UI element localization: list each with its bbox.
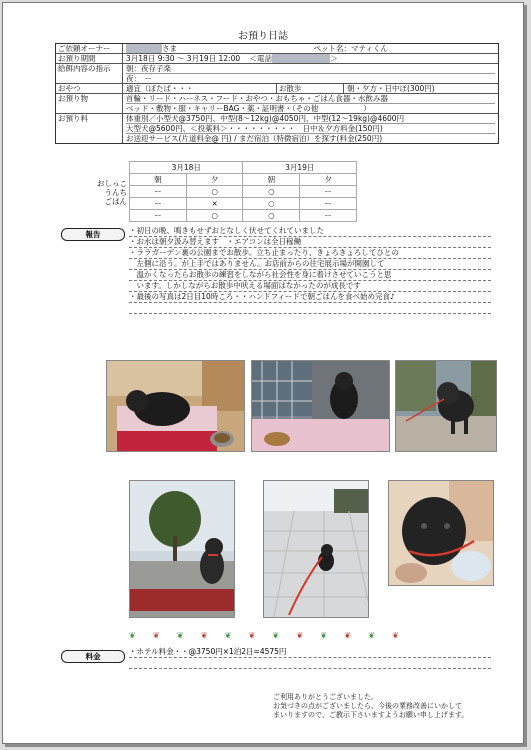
schedule-table xyxy=(129,161,357,222)
period-text: 3月18日 9:30 〜 3月19日 12:00 xyxy=(126,54,241,63)
period-label: お預り期間 xyxy=(56,54,123,63)
snack-value: 適宜（ぼたば・・・ xyxy=(123,84,277,93)
items-label: お預り物 xyxy=(56,94,123,113)
pet-cell xyxy=(311,44,499,53)
schedule-slot: 朝 xyxy=(130,174,187,186)
schedule-cell: ○ xyxy=(186,186,243,198)
feeding-value xyxy=(123,64,498,83)
feeding-line-1: 朝：夜存子楽 xyxy=(126,64,495,74)
fee-line-1: 体重別／小型犬@3750円、中型(8〜12kg)@4050円、中型(12〜19kg)@4600円 xyxy=(126,114,495,124)
dog-on-bench-photo xyxy=(129,480,235,618)
deco-leaf-icon: ❦ xyxy=(224,631,232,640)
deco-leaf-icon: ❦ xyxy=(344,631,351,640)
phone-redacted xyxy=(272,54,330,63)
schedule-day-2: 3月19日 xyxy=(243,162,357,174)
schedule-row-poop xyxy=(130,198,357,210)
snack-label: おやつ xyxy=(56,84,123,93)
deco-leaf-icon: ❦ xyxy=(296,631,304,640)
info-row-snack xyxy=(56,84,498,94)
fee-value xyxy=(123,114,498,143)
fee-line: ・ホテル料金・・@3750円×1泊2日=4575円 xyxy=(129,647,491,658)
schedule-row-meal xyxy=(130,210,357,222)
info-table xyxy=(55,43,499,144)
fee-section-label: 料金 xyxy=(61,650,125,663)
deco-leaf-icon: ❦ xyxy=(200,631,208,640)
items-value xyxy=(123,94,498,113)
owner-value xyxy=(123,44,311,53)
report-line: 温かくなったらお散歩の練習をしながら社会性を身に着けさせていこうと思 xyxy=(129,270,491,281)
schedule-row-labels xyxy=(89,179,127,206)
info-row-owner xyxy=(56,44,498,54)
pet-name: マティくん xyxy=(351,44,388,53)
report-line: います。しかしながらお散歩中吠える場面はなかったのが成長です xyxy=(129,281,491,292)
schedule-cell: ー xyxy=(300,186,357,198)
phone-label: ＜電話 xyxy=(249,54,273,63)
walk-cell xyxy=(344,84,498,93)
schedule-cell: ー xyxy=(300,210,357,222)
fee-line xyxy=(129,658,491,669)
feeding-line-2: 夜： ー xyxy=(126,74,153,83)
report-line: ・お水は朝夕汲み替えます ・エアコンは全日稼働 xyxy=(129,237,491,248)
dog-on-path-photo xyxy=(395,360,497,452)
report-label: 報告 xyxy=(61,228,125,241)
closing-line-3: まいりますので、ご教示下さいますようお願い申し上げます。 xyxy=(273,711,469,719)
row-label-pee: おしっこ xyxy=(97,179,127,188)
schedule-day-1: 3月18日 xyxy=(130,162,243,174)
schedule-cell: ○ xyxy=(243,198,300,210)
row-label-meal: ごはん xyxy=(104,197,127,206)
fee-line-2: 大型犬@5600円、＜投薬料＞・・・・・・・・・ 日中＆夕方料金(150円) xyxy=(126,124,495,134)
fee-notes xyxy=(129,647,491,669)
page-title: お預り日誌 xyxy=(238,31,288,42)
owner-name-redacted xyxy=(126,44,162,53)
schedule-slot-row xyxy=(130,174,357,186)
dog-in-kennel-photo xyxy=(251,360,390,452)
deco-leaf-icon: ❦ xyxy=(129,631,136,640)
report-line: ・ララガーデン裏の公園までお散歩。立ち止まったり、きょろきょろしてひとの xyxy=(129,248,491,259)
deco-leaf-icon: ❦ xyxy=(392,631,399,640)
deco-leaf-icon: ❦ xyxy=(248,631,256,640)
owner-suffix: さま xyxy=(162,44,178,53)
deco-leaf-icon: ❦ xyxy=(368,631,375,640)
report-notes xyxy=(129,226,491,314)
schedule-cell: ー xyxy=(300,198,357,210)
dog-on-cushion-photo xyxy=(106,360,245,452)
owner-cell xyxy=(123,44,311,53)
info-row-fee xyxy=(56,114,498,143)
pet-label: ペット名： xyxy=(313,44,351,53)
schedule-cell: × xyxy=(186,198,243,210)
fee-line-3: お送迎サービス(片道料金@ 円) / まだ宿泊（特徴宿泊）を探す(料金(250円) xyxy=(126,134,383,143)
deco-leaf-icon: ❦ xyxy=(176,631,184,640)
closing-line-2: お気づきの点がございましたら、今後の業務改善にいかして xyxy=(273,702,462,710)
items-line-2: ベッド・敷物・服・キャリーBAG・薬・証明書・（その他 ） xyxy=(126,104,371,113)
schedule-slot: 夕 xyxy=(300,174,357,186)
schedule-cell: ○ xyxy=(243,186,300,198)
deco-leaf-icon: ❦ xyxy=(152,631,160,640)
schedule-day-row xyxy=(130,162,357,174)
walk-value: 朝・夕方・日中ほ(300円) xyxy=(347,84,435,93)
report-line: ・初日の晩、鳴きもせずおとなしく伏せてくれていました xyxy=(129,226,491,237)
feeding-label: 給餌内容の指示 xyxy=(56,64,123,83)
document-page xyxy=(2,2,524,744)
owner-label: ご依頼オーナー xyxy=(56,44,123,53)
phone-close: ＞ xyxy=(330,54,338,63)
row-label-poop: うんち xyxy=(104,188,127,197)
info-row-items xyxy=(56,94,498,114)
schedule-slot: 朝 xyxy=(243,174,300,186)
schedule-row-pee xyxy=(130,186,357,198)
schedule-cell: ー xyxy=(130,210,187,222)
decorative-border xyxy=(129,632,399,640)
report-line: ・最後の写真は2日目10時ころ・・ハンドフィードで朝ごはんを食べ始め完食♪ xyxy=(129,292,491,303)
period-value xyxy=(123,54,498,63)
deco-leaf-icon: ❦ xyxy=(272,631,280,640)
snack-cell xyxy=(123,84,277,93)
report-line xyxy=(129,303,491,314)
dog-walking-photo xyxy=(263,480,369,618)
info-row-feeding xyxy=(56,64,498,84)
dog-closeup-photo xyxy=(388,480,494,586)
fee-label: お預り料 xyxy=(56,114,123,143)
items-line-1: 首輪・リード・ハーネス・フード・おやつ・おもちゃ・ごはん食器・水飲み器 xyxy=(126,94,495,104)
pet-value xyxy=(311,44,499,53)
walk-label: お散歩 xyxy=(277,84,344,93)
schedule-cell: ー xyxy=(130,198,187,210)
report-line: 左側に沿う。が上手ではありません。お店前からの住宅展示場が開園して xyxy=(129,259,491,270)
schedule-cell: ○ xyxy=(243,210,300,222)
schedule-cell: ー xyxy=(130,186,187,198)
schedule-cell: ○ xyxy=(186,210,243,222)
deco-leaf-icon: ❦ xyxy=(320,631,328,640)
info-row-period xyxy=(56,54,498,64)
closing-line-1: ご利用ありがとうございました。 xyxy=(273,693,378,701)
schedule-slot: 夕 xyxy=(186,174,243,186)
closing-message xyxy=(273,693,468,720)
